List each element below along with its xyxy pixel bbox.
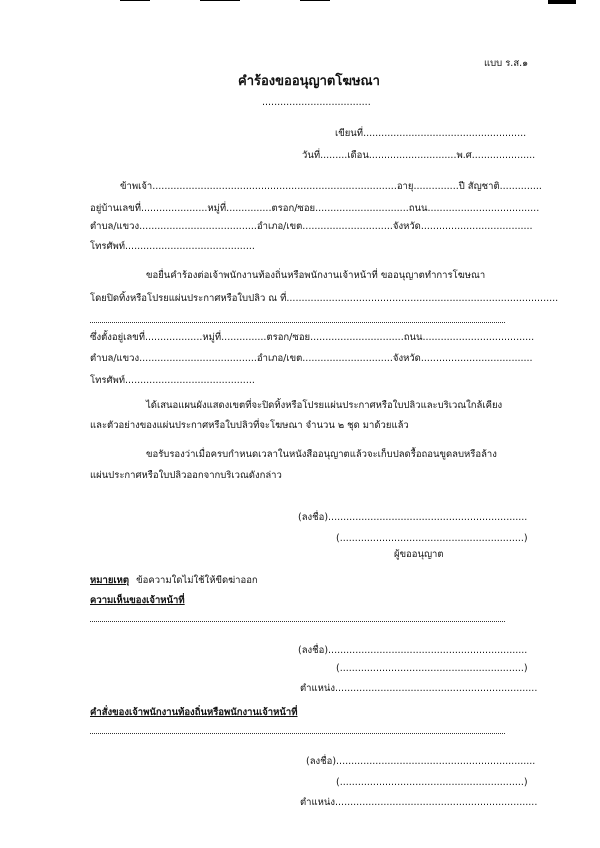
applicant-district-field[interactable]: ตำบล/แขวง.......................................อำเภอ/เขต..............................จังหวัด..................................... xyxy=(90,221,533,232)
map-line-1: ได้เสนอแผนผังแสดงเขตที่จะปิดทิ้งหรือโปรยแผ่นประกาศหรือใบปลิวและบริเวณใกล้เคียง xyxy=(146,400,503,411)
official-signature-field[interactable]: (ลงชื่อ).................................................................. xyxy=(306,756,536,767)
written-at-field[interactable]: เขียนที่...................................................... xyxy=(335,128,527,139)
officer-opinion-line-1[interactable] xyxy=(90,621,505,622)
scan-artifact-right xyxy=(548,0,576,4)
applicant-address-field[interactable]: อยู่บ้านเลขที่......................หมู่ที่...............ตรอก/ซอย...............................ถนน..................................... xyxy=(90,203,540,214)
date-field[interactable]: วันที่.........เดือน.............................พ.ศ..................... xyxy=(302,150,536,161)
applicant-phone-field[interactable]: โทรศัพท์........................................... xyxy=(90,241,255,252)
location-address-field[interactable]: ซึ่งตั้งอยู่เลขที่...................หมู่ที่...............ตรอก/ซอย...............................ถนน..................................... xyxy=(90,332,535,343)
officer-printed-name-field[interactable]: (.............................................................) xyxy=(336,663,528,674)
location-district-field[interactable]: ตำบล/แขวง.......................................อำเภอ/เขต..............................จังหวัด..................................... xyxy=(90,353,533,364)
remark-label: หมายเหตุ xyxy=(90,575,130,586)
officer-opinion-heading: ความเห็นของเจ้าหน้าที่ xyxy=(90,595,185,606)
certify-line-1: ขอรับรองว่าเมื่อครบกำหนดเวลาในหนังสืออนุญาตแล้วจะเก็บปลดรื้อถอนขูดลบหรือล้าง xyxy=(146,449,497,460)
request-place-field[interactable]: โดยปิดทิ้งหรือโปรยแผ่นประกาศหรือใบปลิว ณ ที่.......................................................................................... xyxy=(90,293,559,304)
form-code: แบบ ร.ส.๑ xyxy=(484,58,529,69)
remark-text: ข้อความใดไม่ใช้ให้ขีดฆ่าออก xyxy=(136,575,258,586)
remark-line xyxy=(90,575,258,587)
request-blank-line[interactable] xyxy=(90,322,505,323)
request-line-1: ขอยื่นคำร้องต่อเจ้าพนักงานท้องถิ่นหรือพนักงานเจ้าหน้าที่ ขออนุญาตทำการโฆษณา xyxy=(146,270,486,281)
scan-artifact-mid2 xyxy=(300,0,330,1)
official-position-field[interactable]: ตำแหน่ง................................................................... xyxy=(300,797,538,808)
scan-artifact-left xyxy=(120,0,150,1)
location-phone-field[interactable]: โทรศัพท์........................................... xyxy=(90,375,255,386)
title-dots: .................................... xyxy=(262,97,371,108)
officer-signature-field[interactable]: (ลงชื่อ).................................................................. xyxy=(298,645,528,656)
applicant-role-label: ผู้ขออนุญาต xyxy=(394,549,444,560)
official-order-heading: คำสั่งของเจ้าพนักงานท้องถิ่นหรือพนักงานเจ้าหน้าที่ xyxy=(90,707,298,718)
scan-artifact-mid xyxy=(200,0,240,1)
map-line-2: และตัวอย่างของแผ่นประกาศหรือใบปลิวที่จะโฆษณา จำนวน ๒ ชุด มาด้วยแล้ว xyxy=(90,420,409,431)
applicant-printed-name-field[interactable]: (.............................................................) xyxy=(336,533,528,544)
certify-line-2: แผ่นประกาศหรือใบปลิวออกจากบริเวณดังกล่าว xyxy=(90,470,282,481)
official-printed-name-field[interactable]: (.............................................................) xyxy=(336,777,528,788)
applicant-signature-field[interactable]: (ลงชื่อ).................................................................. xyxy=(298,512,528,523)
official-order-line-1[interactable] xyxy=(90,733,505,734)
page-title: คำร้องขออนุญาตโฆษณา xyxy=(238,74,380,89)
officer-position-field[interactable]: ตำแหน่ง................................................................... xyxy=(300,683,538,694)
applicant-name-field[interactable]: ข้าพเจ้า.................................................................................อายุ...............ปี สัญชาติ.............. xyxy=(120,181,542,192)
